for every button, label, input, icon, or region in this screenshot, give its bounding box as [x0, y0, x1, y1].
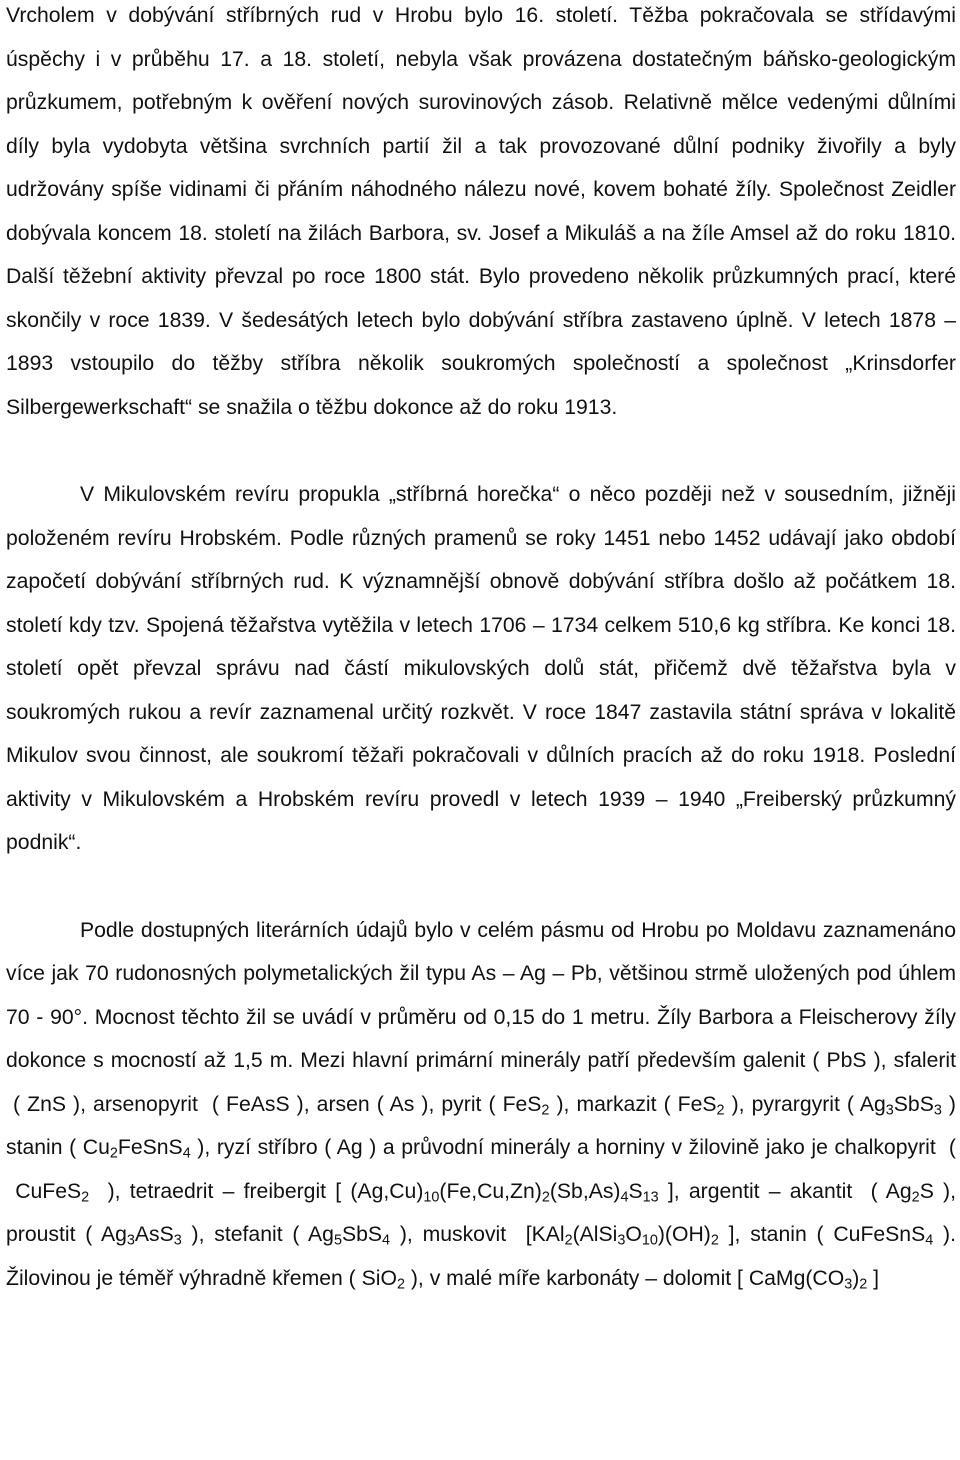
- sentence: Vrcholem v dobývání stříbrných rud v Hrobu bylo 16. století. Těžba pokračovala se střídavými úspěchy i v průběhu 17. a 18. století, nebyla však provázena dostatečným báňsko-geologickým průzkumem, potřebným k ověření nových surovinových zásob.: [6, 4, 956, 114]
- formula-galenit: PbS: [826, 1049, 867, 1072]
- formula-arsenopyrit: FeAsS: [226, 1092, 290, 1116]
- document-page: [6, 0, 956, 1300]
- formula-chalkopyrit: CuFeS$_2$: [15, 1179, 90, 1206]
- sentence: v malé míře karbonáty – dolomit: [429, 1266, 732, 1290]
- sentence: Poslední aktivity v Mikulovském a Hrobském revíru provedl v letech 1939 – 1940 „Freiberský průzkumný podnik“.: [6, 744, 956, 854]
- sentence: V šedesátých letech bylo dobývání stříbra zastaveno úplně.: [219, 308, 794, 332]
- sentence: Bylo provedeno několik průzkumných prací, které skončily v roce 1839.: [6, 265, 956, 332]
- sentence: K významnější obnově dobývání stříbra došlo až počátkem 18. století kdy tzv. Spojená těžařstva vytěžila v letech 1706 – 1734 celkem 510,6 kg stříbra.: [6, 570, 956, 637]
- mineral-label: arsen: [316, 1092, 370, 1116]
- formula-markazit: FeS$_2$: [677, 1092, 725, 1119]
- formula-proustit: $Ag_3AsS_3$: [100, 1223, 182, 1249]
- formula-pyrit: FeS$_2$: [502, 1092, 550, 1119]
- mineral-label: proustit: [6, 1223, 76, 1246]
- sentence: Podle různých pramenů se roky 1451 nebo 1452 udávají jako období započetí dobývání stříbrných rud.: [6, 526, 957, 593]
- paragraph-spacer: [6, 865, 956, 909]
- mineral-label: sfalerit: [893, 1049, 956, 1072]
- sentence: Další těžební aktivity převzal po roce 1800 stát.: [6, 265, 471, 288]
- sentence: Společnost Zeidler dobývala koncem 18. století na žilách Barbora, sv. Josef a Mikuláš a na žíle Amsel až do roku 1810.: [6, 178, 956, 245]
- formula-stanin-2: CuFeSnS$_4$: [833, 1223, 934, 1249]
- sentence: V letech 1878 – 1893 vstoupilo do těžby stříbra několik soukromých společností a společnost „Krinsdorfer Silbergewerkschaft“ se snažila o těžbu dokonce až do roku 1913.: [6, 308, 956, 419]
- mineral-label: stanin: [750, 1223, 807, 1246]
- mineral-label: markazit: [576, 1092, 657, 1116]
- minerals-text: a průvodní minerály a horniny v žilovině jako je chalkopyrit: [382, 1136, 936, 1159]
- mineral-label: muskovit: [422, 1223, 507, 1246]
- mineral-label: pyrit: [441, 1092, 482, 1116]
- formula-muskovit: $KAl_2(AlSi_3O_{10})(OH)_2$: [531, 1223, 719, 1249]
- sentence: Podle dostupných literárních údajů bylo v celém pásmu od Hrobu po Moldavu zaznamenáno více jak 70 rudonosných polymetalických žil typu As – Ag – Pb, většinou strmě uložených pod úhlem 70 - 90°.: [6, 918, 956, 1029]
- formula-argentit: $Ag_2S$: [885, 1179, 934, 1206]
- minerals-intro: Mezi hlavní primární minerály patří především galenit: [300, 1049, 806, 1072]
- formula-arsen: As: [389, 1092, 415, 1116]
- formula-stefanit: $Ag_5SbS_4$: [308, 1223, 391, 1249]
- sentence: Mocnost těchto žil se uvádí v průměru od 0,15 do 1 metru.: [94, 1005, 651, 1029]
- formula-tetraedrit: $(Ag,Cu)_{10}(Fe,Cu,Zn)_2(Sb,As)_4S_{13}$: [350, 1179, 659, 1206]
- sentence: Relativně mělce vedenými důlními díly byla vydobyta většina svrchních partií žil a tak provozované důlní podniky živořily a byly udržovány spíše vidinami či přáním náhodného nálezu nové, kovem bohaté žíly.: [6, 91, 957, 201]
- formula-stanin: $Cu_2FeSnS_4$: [82, 1136, 191, 1162]
- formula-sfalerit: ZnS: [27, 1092, 66, 1116]
- mineral-label: argentit – akantit: [688, 1179, 853, 1203]
- paragraph-spacer: [6, 429, 956, 473]
- formula-pyrargyrit: $Ag_3SbS_3$: [859, 1092, 942, 1119]
- mineral-label: pyrargyrit: [751, 1092, 840, 1116]
- sentence: V roce 1847 zastavila státní správa v lokalitě Mikulov svou činnost, ale soukromí těžaři pokračovali v důlních pracích až do roku 1918.: [6, 700, 957, 767]
- formula-sio2: SiO$_2$: [361, 1266, 405, 1293]
- formula-ryzi: Ag: [336, 1136, 363, 1159]
- mineral-label: arsenopyrit: [93, 1092, 198, 1116]
- mineral-label: tetraedrit – freibergit: [129, 1179, 327, 1203]
- mineral-label: stanin: [6, 1136, 63, 1159]
- sentence: Žíly Barbora a Fleischerovy žíly dokonce s mocností až 1,5 m.: [6, 1005, 957, 1072]
- mineral-label: stefanit: [214, 1223, 283, 1246]
- sentence: V Mikulovském revíru propukla „stříbrná horečka“ o něco později než v sousedním, jižněji položeném revíru Hrobském.: [6, 483, 956, 550]
- formula-dolomit: $CaMg(CO_3)_2$: [748, 1266, 868, 1293]
- mineral-label: ryzí stříbro: [216, 1136, 318, 1159]
- sentence: Žilovinou je téměř výhradně křemen: [6, 1266, 343, 1290]
- paragraph-hrob-history: [6, 0, 956, 429]
- paragraph-minerals: Podle dostupných literárních údajů bylo v celém pásmu od Hrobu po Moldavu zaznamenáno více jak 70 rudonosných polymetalických žil typu As – Ag – Pb, většinou strmě uložených pod úhlem 70 - 90°. Mocnost těchto žil se uvádí v průměru od 0,15 do 1 metru. Žíly Barbora a Fleischerovy žíly dokonce s mocností až 1,5 m. Mezi hlavní primární minerály patří především galenit ( PbS ), sfalerit ( ZnS ), arsenopyrit ( FeAsS ), arsen ( As ), pyrit ( FeS$_2$ ), markazit ( FeS$_2$ ), pyrargyrit ( $Ag_3SbS_3$ ) stanin ( $Cu_2FeSnS_4$ ), ryzí stříbro ( Ag ) a průvodní minerály a horniny v žilovině jako je chalkopyrit ( CuFeS$_2$ ), tetraedrit – freibergit [ $(Ag,Cu)_{10}(Fe,Cu,Zn)_2(Sb,As)_4S_{13}$ ], argentit – akantit ( $Ag_2S$ ), proustit ( $Ag_3AsS_3$ ), stefanit ( $Ag_5SbS_4$ ), muskovit [$KAl_2(AlSi_3O_{10})(OH)_2$ ], stanin ( CuFeSnS$_4$ ). Žilovinou je téměř výhradně křemen ( SiO$_2$ ), v malé míře karbonáty – dolomit [ $CaMg(CO_3)_2$ ]: [6, 918, 957, 1293]
- paragraph-mikulov-history: [6, 473, 956, 865]
- sentence: Ke konci 18. století opět převzal správu nad částí mikulovských dolů stát, přičemž dvě těžařstva byla v soukromých rukou a revír zaznamenal určitý rozkvět.: [6, 613, 956, 724]
